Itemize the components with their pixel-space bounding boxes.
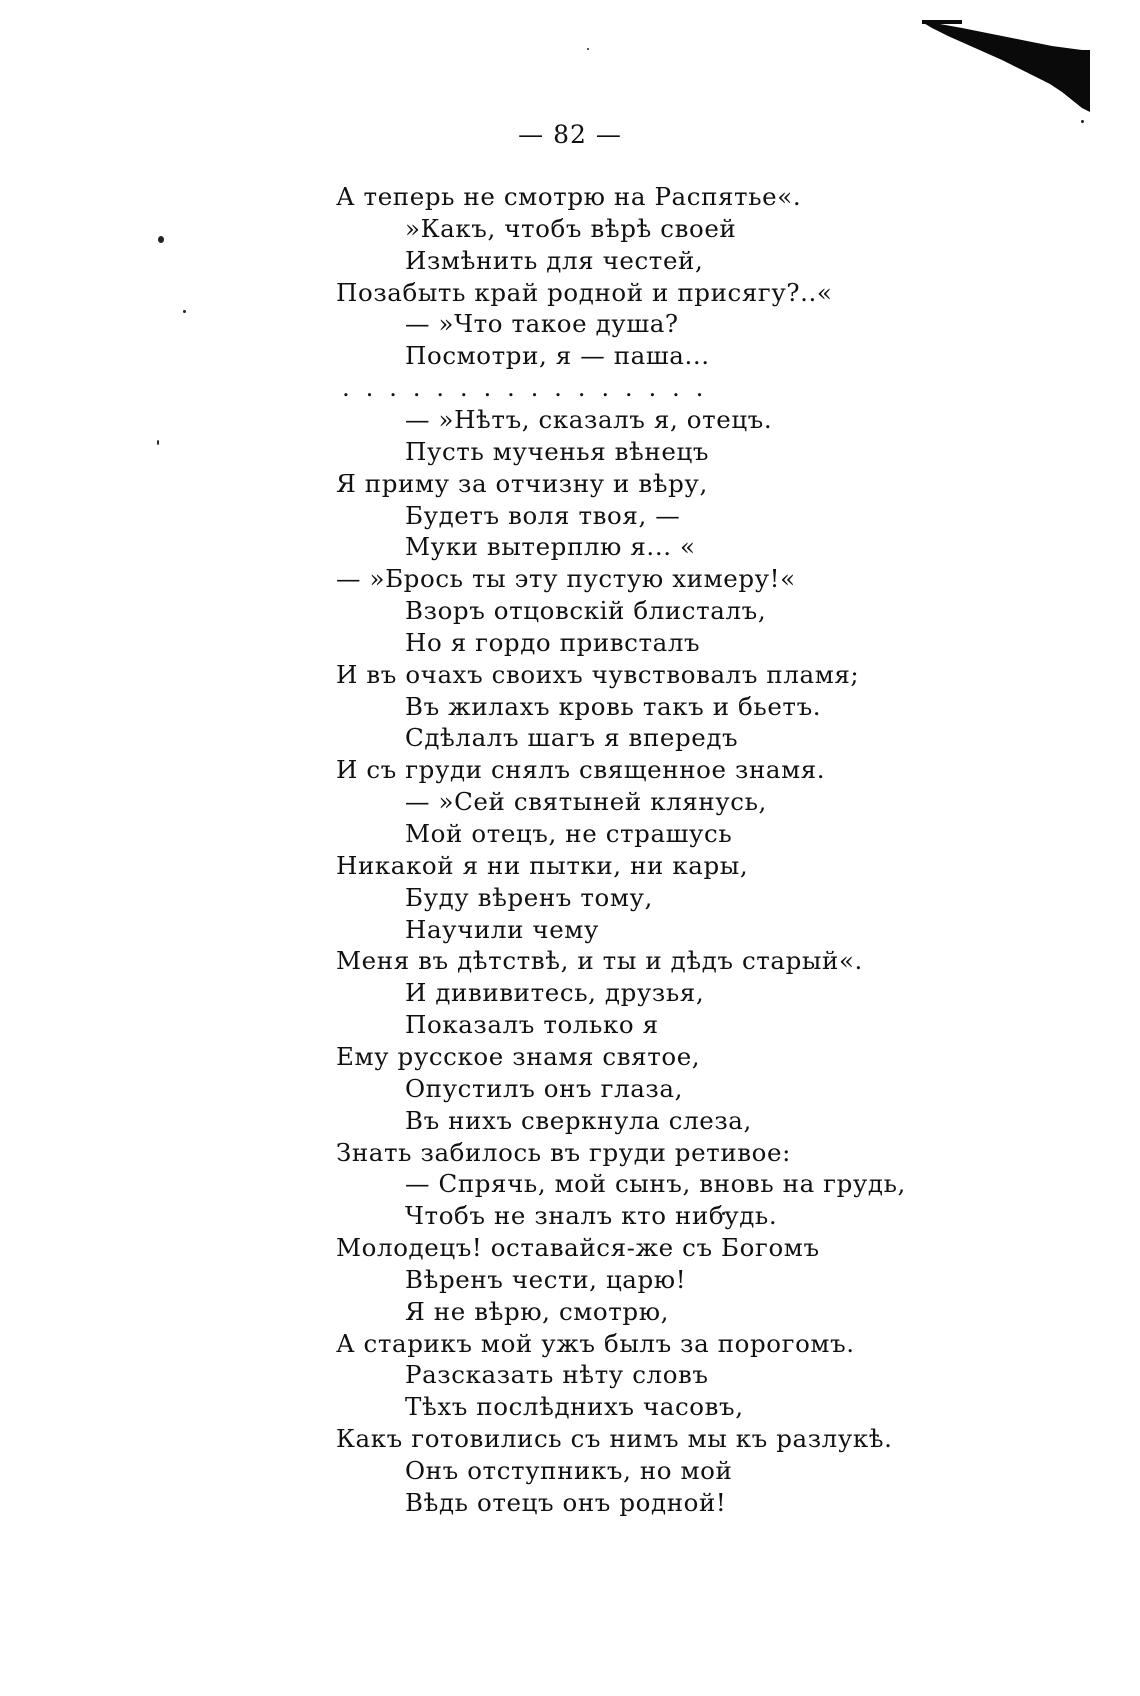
poem-line: Пусть мученья вѣнецъ [405,436,710,466]
poem-line: Я приму за отчизну и вѣру, [336,468,708,498]
scan-speck [587,48,589,50]
poem-line: Позабыть край родной и присягу?..« [336,277,833,307]
poem-line: Показалъ только я [405,1010,659,1040]
scan-speck [183,310,186,313]
poem-line: — »Сей святыней клянусь, [405,787,767,817]
poem-line: И съ груди снялъ священное знамя. [336,755,826,785]
poem-line: Никакой я ни пытки, ни кары, [336,850,749,880]
poem-line: Сдѣлалъ шагъ я впередъ [405,723,739,753]
poem-line: Ему русское знамя святое, [336,1041,701,1071]
poem-line: — »Брось ты эту пустую химеру!« [336,564,796,594]
poem-line: . . . . . . . . . . . . . . . . [342,373,708,403]
poem-line: Я не вѣрю, смотрю, [405,1296,670,1326]
poem-line: Въ жилахъ кровь такъ и бьетъ. [405,691,822,721]
poem-line: И дививитесь, друзья, [405,978,705,1008]
poem-line: А теперь не смотрю на Распятье«. [336,182,802,211]
poem-line: Муки вытерплю я... « [405,532,696,562]
poem-line: Какъ готовились съ нимъ мы къ разлукѣ. [336,1424,893,1454]
poem-line: Чтобъ не зналъ кто нибудь. [405,1201,778,1231]
poem-line: Меня въ дѣтствѣ, и ты и дѣдъ старый«. [336,946,863,976]
poem-line: — »Нѣтъ, сказалъ я, отецъ. [405,404,773,434]
poem-line: — Спрячь, мой сынъ, вновь на грудь, [405,1169,906,1199]
page-number: — 82 — [518,120,622,149]
poem-line: Въ нихъ сверкнула слеза, [405,1105,752,1135]
poem-line: А старикъ мой ужъ былъ за порогомъ. [336,1328,855,1358]
page-corner-shadow [922,20,1092,115]
poem-line: Буду вѣренъ тому, [405,882,653,912]
poem-line: Но я гордо привсталъ [405,627,701,657]
poem-line: Мой отецъ, не страшусь [405,819,733,848]
poem-line: Знать забилось въ груди ретивое: [336,1137,791,1167]
poem-line: Тѣхъ послѣднихъ часовъ, [405,1392,744,1422]
poem-line: Опустилъ онъ глаза, [405,1073,683,1103]
poem-line: Будетъ воля твоя, — [405,500,681,530]
poem-line: Онъ отступникъ, но мой [405,1456,733,1485]
poem-line: — »Что такое душа? [405,309,679,339]
poem-line: Посмотри, я — паша... [405,341,710,371]
poem-line: Измѣнить для честей, [405,245,704,275]
poem-line: Вѣренъ чести, царю! [405,1264,687,1294]
poem-line: Молодецъ! оставайся-же съ Богомъ [336,1233,820,1263]
poem-line: Вѣдь отецъ онъ родной! [405,1487,727,1517]
poem-line: Разсказать нѣту словъ [405,1360,709,1390]
scan-speck [157,440,159,445]
scan-speck [158,236,164,243]
poem-line: Научили чему [405,914,599,944]
poem-line: »Какъ, чтобъ вѣрѣ своей [405,213,737,243]
poem-line: И въ очахъ своихъ чувствовалъ пламя; [336,659,860,689]
poem-line: Взоръ отцовскій блисталъ, [405,596,767,626]
